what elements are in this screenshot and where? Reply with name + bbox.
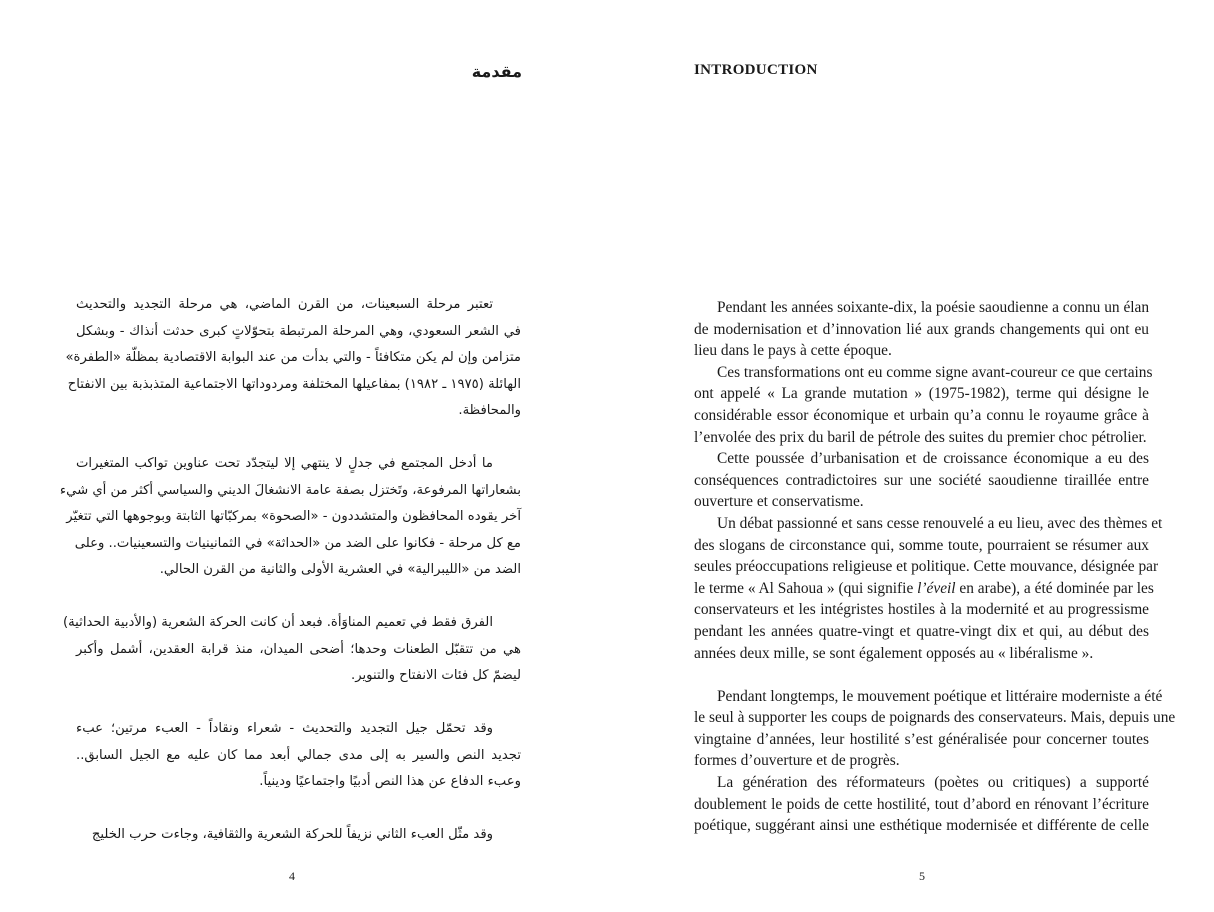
text-line: doublement le poids de cette hostilité, tout d’abord en rénovant l’écriture bbox=[694, 795, 1149, 813]
text-line: conséquences contradictoires sur une société saoudienne tiraillée entre bbox=[694, 471, 1149, 489]
paragraph bbox=[694, 686, 1176, 772]
paragraph bbox=[694, 297, 1149, 362]
text-line: conservateurs et les intégristes hostiles à la modernité et au progressisme bbox=[694, 601, 1149, 619]
paragraph bbox=[694, 448, 1149, 513]
text-line: الفرق فقط في تعميم المناوَأة. فبعد أن كانت الحركة الشعرية (والأدبية الحداثية) bbox=[62, 615, 493, 630]
text-line: ouverture et conservatisme. bbox=[694, 493, 864, 511]
text-line: des slogans de circonstance qui, somme toute, pourraient se résumer aux bbox=[694, 536, 1149, 554]
french-body-text bbox=[694, 297, 1176, 837]
text-line: ما أدخل المجتمع في جدلٍ لا ينتهي إلا ليتجدّد تحت عناوين تواكب المتغيرات bbox=[76, 456, 493, 471]
text-line: تعتبر مرحلة السبعينات، من القرن الماضي، هي مرحلة التجديد والتحديث bbox=[76, 297, 493, 312]
paragraph bbox=[694, 513, 1163, 664]
text-line: الضد من «الليبرالية» في العشرية الأولى والثانية من القرن الحالي. bbox=[159, 562, 521, 577]
text-line: seules préoccupations religieuse et politique. Cette mouvance, désignée par bbox=[694, 558, 1159, 576]
paragraph bbox=[59, 451, 521, 584]
text-line: هي من تتقبّل الطعنات وحدها؛ أضحى الميدان، منذ قرابة العقدين، أشمل وأكبر bbox=[76, 641, 521, 657]
text-line: والمحافظة. bbox=[458, 403, 521, 418]
text-line: le seul à supporter les coups de poignards des conservateurs. Mais, depuis une bbox=[694, 709, 1176, 727]
text-segment: le terme « Al Sahoua » (qui signifie bbox=[694, 579, 918, 597]
text-line: آخر يقوده المحافظون والمتشددون - «الصحوة» بمركبّاتها الثابتة وبوجوهها التي تتغيّر bbox=[66, 509, 521, 524]
text-segment: en arabe), a été dominée par les bbox=[955, 579, 1154, 597]
text-line: Pendant les années soixante-dix, la poésie saoudienne a connu un élan bbox=[717, 299, 1150, 316]
right-page-french bbox=[607, 0, 1214, 912]
text-line: تجديد النص والسير به إلى مدى جمالي أبعد مما كان عليه مع الجيل السابق.. bbox=[76, 747, 521, 763]
text-line: بشعاراتها المرفوعة، وتَختزل بصفة عامة الانشغالَ الديني والسياسي أكثر من أي شيء bbox=[59, 482, 521, 498]
page-title-arabic: مقدمة bbox=[471, 62, 522, 81]
text-line: الهائلة (١٩٧٥ ـ ١٩٨٢) بمفاعيلها المختلفة ومردوداتها الاجتماعية المتذبذبة بين الانفتاح bbox=[67, 376, 521, 392]
text-line: وقد تحمّل جيل التجديد والتحديث - شعراء ونقاداً - العبء مرتين؛ عبء bbox=[76, 721, 493, 736]
text-line: Un débat passionné et sans cesse renouvelé a eu lieu, avec des thèmes et bbox=[717, 514, 1163, 532]
text-line: années deux mille, se sont également opposés au « libéralisme ». bbox=[694, 644, 1094, 662]
text-line: Cette poussée d’urbanisation et de croissance économique a eu des bbox=[717, 450, 1149, 468]
text-line: La génération des réformateurs (poètes ou critiques) a supporté bbox=[717, 774, 1149, 792]
text-line: de modernisation et d’innovation lié aux grands changements qui ont eu bbox=[694, 320, 1149, 338]
page-number: 4 bbox=[289, 869, 295, 883]
italic-term: l’éveil bbox=[917, 579, 956, 597]
text-line: متزامن وإن لم يكن متكافئاً - والتي بدأت من عند البوابة الاقتصادية بمظلّة «الطفرة» bbox=[65, 350, 521, 365]
text-line: vingtaine d’années, leur hostilité s’est généralisée pour concerner toutes bbox=[694, 730, 1149, 748]
text-line: formes d’ouverture et de progrès. bbox=[694, 752, 900, 770]
text-line: poétique, suggérant ainsi une esthétique modernisée et différente de celle bbox=[694, 817, 1149, 835]
text-line: l’envolée des prix du baril de pétrole des suites du premier choc pétrolier. bbox=[694, 428, 1147, 446]
text-line: وقد مثّل العبء الثاني نزيفاً للحركة الشعرية والثقافية، وجاءت حرب الخليج bbox=[91, 827, 493, 842]
paragraph bbox=[694, 772, 1149, 837]
text-line: ليضمّ كل فئات الانفتاح والتنوير. bbox=[351, 668, 521, 683]
text-line: في الشعر السعودي، وهي المرحلة المرتبطة بتحوّلاتٍ كبرى حدثت أنذاك - وبشكل bbox=[76, 323, 521, 339]
text-line: ont appelé « La grande mutation » (1975-1982), terme qui désigne le bbox=[694, 385, 1149, 403]
paragraph bbox=[65, 292, 521, 425]
text-line: considérable essor économique et urbain qu’a connu le royaume grâce à bbox=[694, 406, 1149, 424]
page-number: 5 bbox=[919, 869, 925, 883]
page-title-french: INTRODUCTION bbox=[694, 62, 818, 78]
text-line: وعبء الدفاع عن هذا النص أدبيًا واجتماعيًا ودينياً. bbox=[259, 774, 521, 789]
text-line bbox=[694, 578, 1154, 600]
text-line: lieu dans le pays à cette époque. bbox=[694, 342, 892, 360]
paragraph bbox=[76, 716, 521, 796]
text-line: Pendant longtemps, le mouvement poétique et littéraire moderniste a été bbox=[717, 687, 1163, 705]
arabic-body-text bbox=[59, 292, 521, 875]
text-line: pendant les années quatre-vingt et quatre-vingt dix et qui, au début des bbox=[694, 622, 1149, 640]
paragraph bbox=[76, 822, 521, 849]
text-line: Ces transformations ont eu comme signe avant-coureur ce que certains bbox=[717, 363, 1153, 381]
paragraph bbox=[62, 610, 521, 690]
paragraph bbox=[694, 362, 1153, 448]
text-line: مع كل مرحلة - فكانوا على الضد من «الحداثة» في الثمانينيات والتسعينيات.. وعلى bbox=[74, 535, 521, 551]
